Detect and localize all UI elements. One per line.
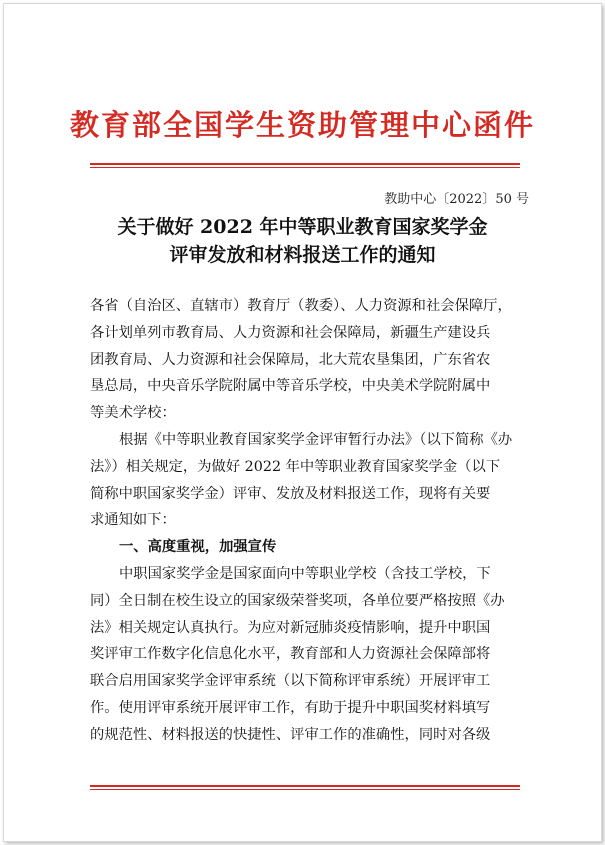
paragraph-line: 简称中职国家奖学金）评审、发放及材料报送工作，现将有关要 <box>90 485 491 502</box>
paragraph-line: 法》）相关规定，为做好 2022 年中等职业教育国家奖学金（以下 <box>90 458 501 475</box>
paragraph-line: 中职国家奖学金是国家面向中等职业学校（含技工学校，下 <box>119 565 491 582</box>
section1-paragraph <box>90 561 530 749</box>
notice-title-line-1: 关于做好 2022 年中等职业教育国家奖学金 <box>117 216 488 238</box>
document-number: 教助中心〔2022〕50 号 <box>384 192 529 207</box>
paragraph-line: 根据《中等职业教育国家奖学金评审暂行办法》（以下简称《办 <box>119 431 513 448</box>
paragraph-line: 联合启用国家奖学金评审系统（以下简称评审系统）开展评审工 <box>90 673 491 690</box>
document-body <box>90 293 530 749</box>
intro-paragraph <box>90 427 530 534</box>
notice-title-line-2: 评审发放和材料报送工作的通知 <box>169 244 436 266</box>
addressee-line: 各省（自治区、直辖市）教育厅（教委）、人力资源和社会保障厅， <box>90 298 512 314</box>
addressee-line: 垦总局，中央音乐学院附属中等音乐学校，中央美术学院附属中 <box>90 378 491 395</box>
footer-rule-bottom <box>90 789 520 790</box>
letterhead-rule-bottom <box>90 167 520 168</box>
letterhead-rule-top <box>90 163 520 165</box>
paragraph-line: 奖评审工作数字化信息化水平，教育部和人力资源社会保障部将 <box>90 646 491 663</box>
addressee-line: 等美术学校： <box>90 405 176 422</box>
paragraph-line: 同）全日制在校生设立的国家级荣誉奖项，各单位要严格按照《办 <box>90 592 505 609</box>
addressee-line: 各计划单列市教育局、人力资源和社会保障局，新疆生产建设兵 <box>90 324 491 341</box>
section-heading: 一、高度重视，加强宣传 <box>119 539 277 556</box>
footer-rule-top <box>90 785 520 787</box>
document-page <box>3 3 602 842</box>
letterhead-title: 教育部全国学生资助管理中心函件 <box>69 108 535 142</box>
paragraph-line: 法》相关规定认真执行。为应对新冠肺炎疫情影响，提升中职国 <box>90 619 491 636</box>
paragraph-line: 求通知如下： <box>90 512 176 529</box>
addressee-line: 团教育局、人力资源和社会保障局，北大荒农垦集团，广东省农 <box>90 351 491 368</box>
addressee-block <box>90 293 530 427</box>
paragraph-line: 作。使用评审系统开展评审工作，有助于提升中职国奖材料填写 <box>90 699 491 716</box>
paragraph-line: 的规范性、材料报送的快捷性、评审工作的准确性，同时对各级 <box>90 726 491 743</box>
